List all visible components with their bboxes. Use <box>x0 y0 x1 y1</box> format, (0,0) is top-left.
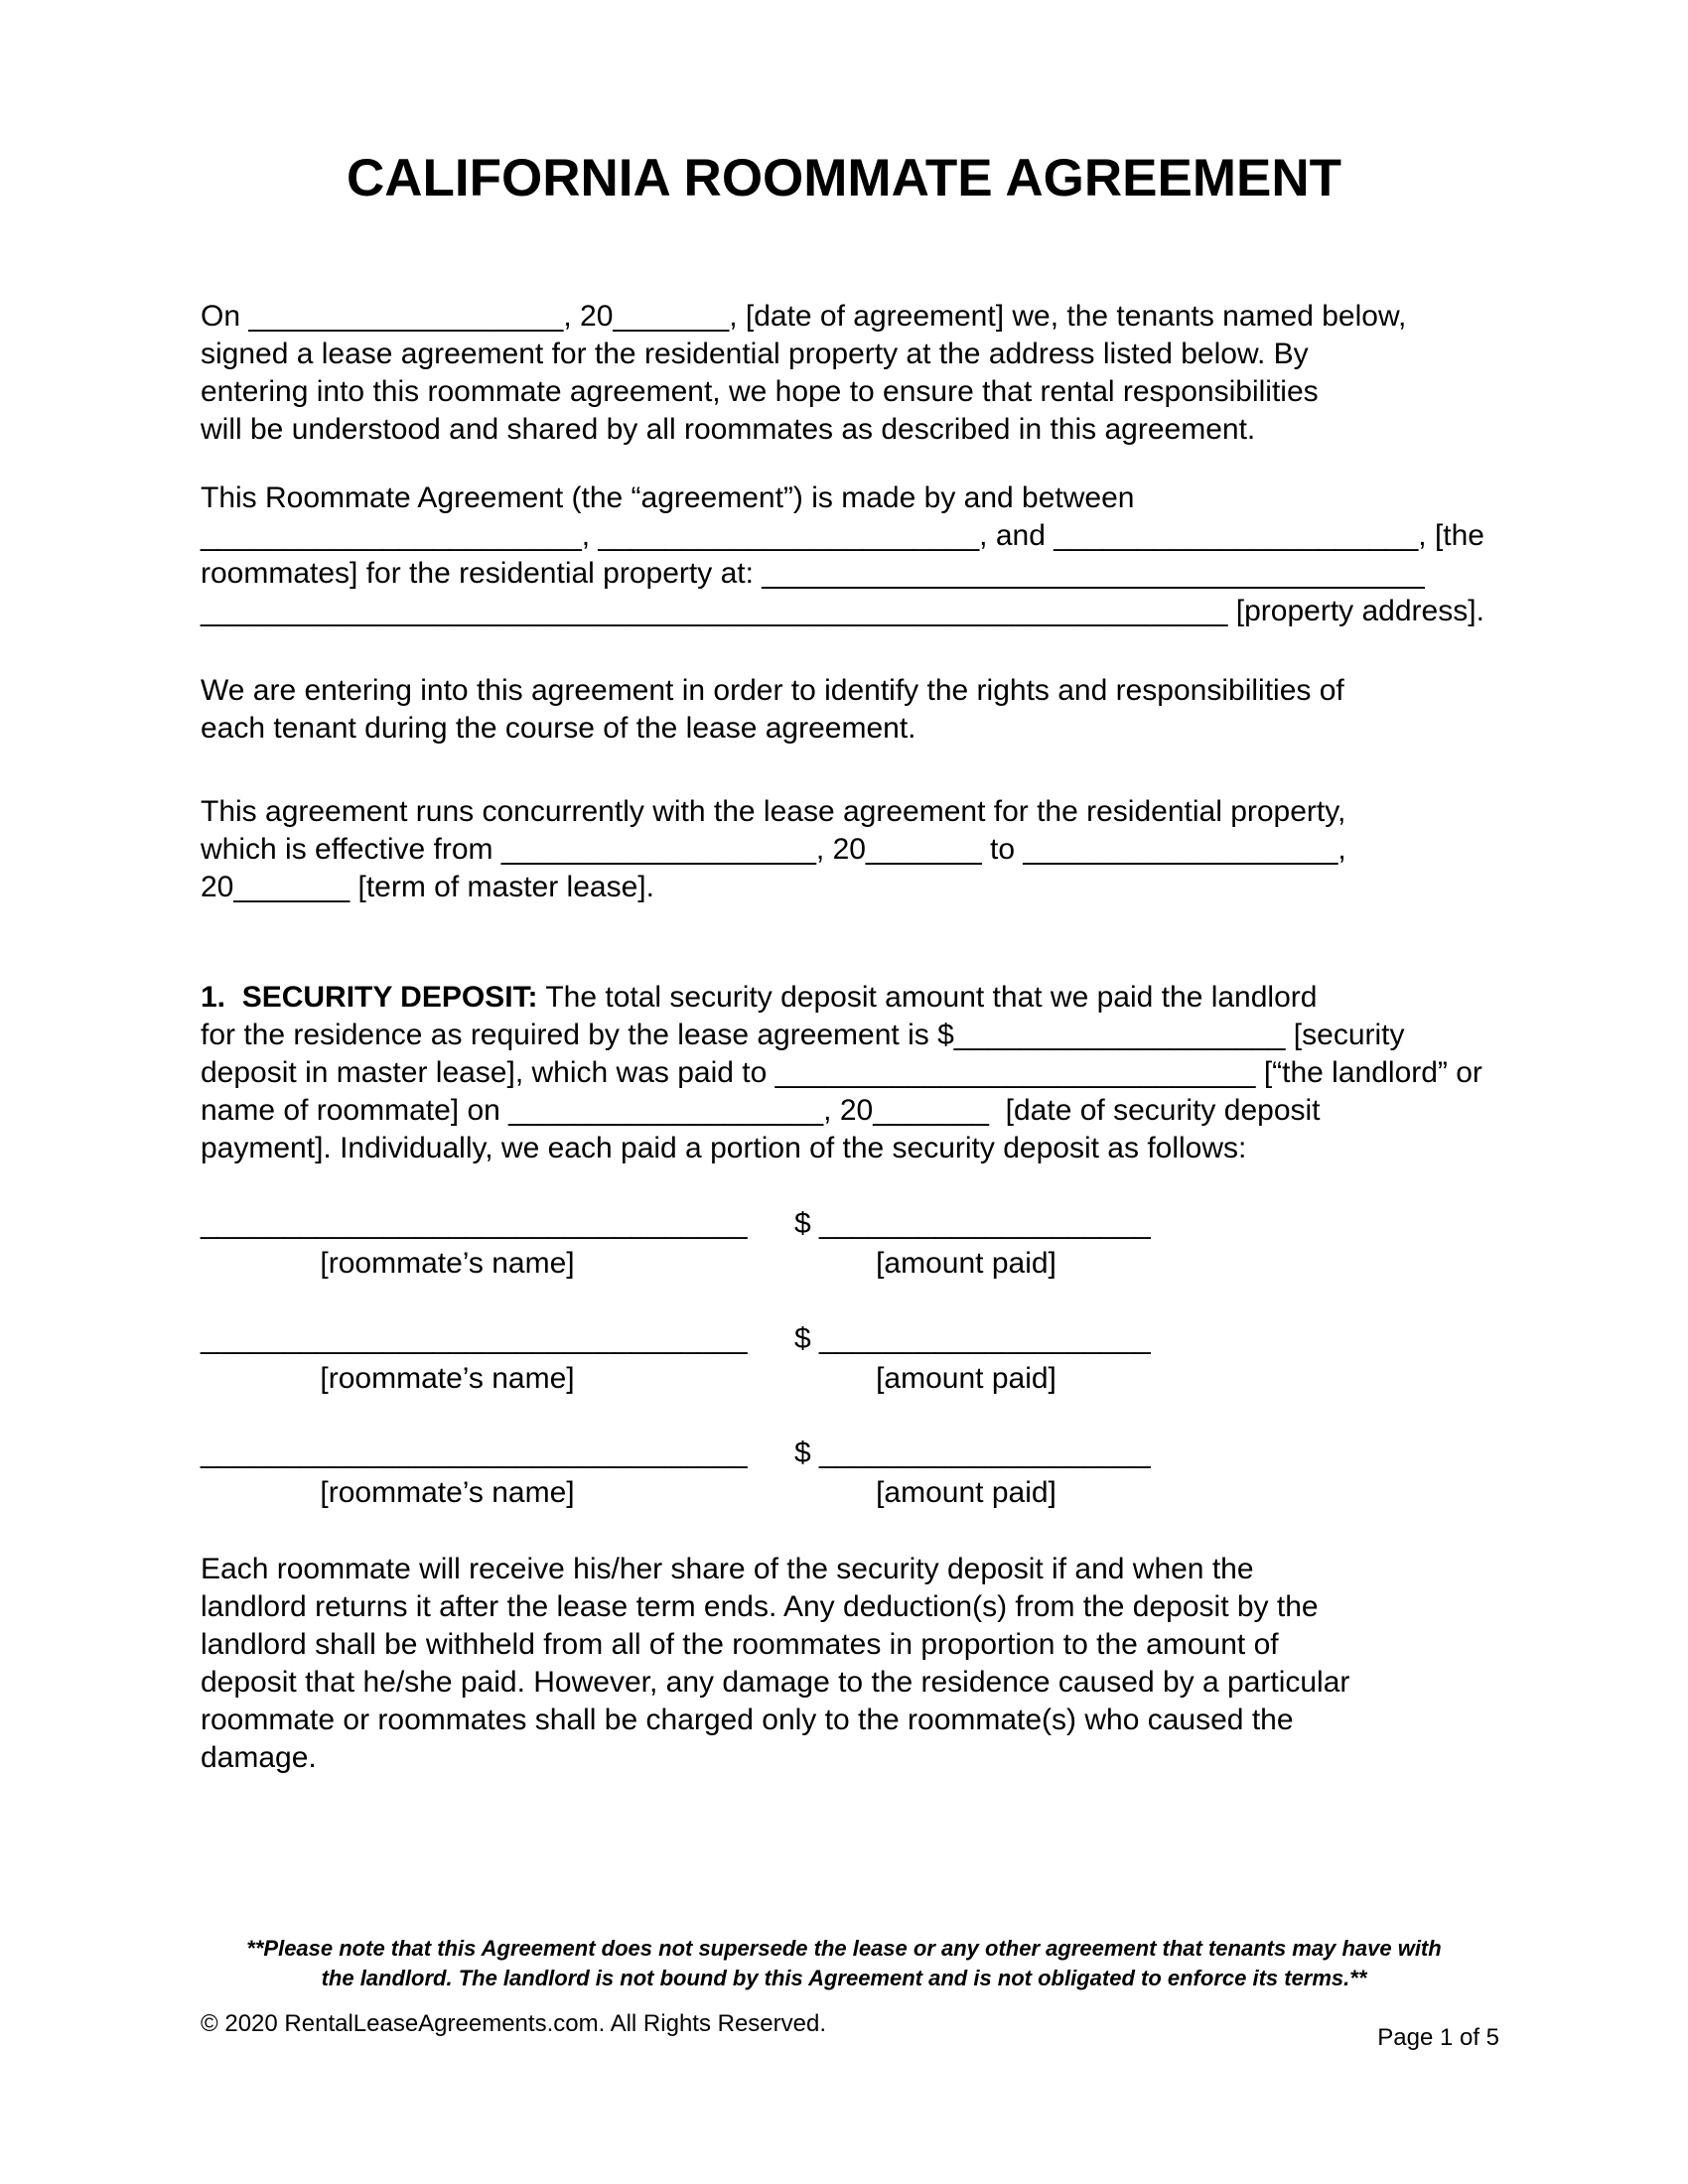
paragraph-line: We are entering into this agreement in order to identify the rights and responsibilities of <box>201 674 1344 707</box>
security-deposit-section <box>201 979 1650 1167</box>
paragraph-line: entering into this roommate agreement, we hope to ensure that rental responsibilities <box>201 375 1319 408</box>
roommate-name-label: [roommate’s name] <box>320 1476 575 1509</box>
page-title: CALIFORNIA ROOMMATE AGREEMENT <box>346 149 1342 207</box>
paragraph-line: landlord returns it after the lease term ends. Any deduction(s) from the deposit by the <box>201 1590 1319 1623</box>
paragraph-line: roommate or roommates shall be charged only to the roommate(s) who caused the <box>201 1704 1294 1736</box>
paragraph-line: 20_______ [term of master lease]. <box>201 871 654 903</box>
section-heading-line <box>201 979 1650 1017</box>
blank-line: $ ____________________ <box>794 1436 1151 1469</box>
blank-line: _________________________________ <box>201 1207 748 1240</box>
paragraph-line: each tenant during the course of the lease agreement. <box>201 712 916 745</box>
blank-line: $ ____________________ <box>794 1207 1151 1240</box>
disclaimer-line: **Please note that this Agreement does not supersede the lease or any other agreement that tenants may have with <box>246 1936 1442 1961</box>
amount-paid-label: [amount paid] <box>876 1362 1056 1395</box>
paragraph-line: signed a lease agreement for the residential property at the address listed below. By <box>201 338 1309 370</box>
deposit-row <box>201 1320 1489 1432</box>
purpose-paragraph <box>201 672 1650 748</box>
amount-paid-field <box>794 1205 1151 1283</box>
paragraph-line: On ___________________, 20_______, [date of agreement] we, the tenants named below, <box>201 300 1407 333</box>
parties-paragraph <box>201 479 1650 630</box>
shares-paragraph <box>201 1551 1650 1777</box>
term-paragraph <box>201 793 1650 906</box>
blank-line: _________________________________ <box>201 1436 748 1469</box>
amount-paid-label: [amount paid] <box>876 1247 1056 1280</box>
blank-line: _________________________________ <box>201 1322 748 1355</box>
section-heading-rest: The total security deposit amount that we paid the landlord <box>537 981 1318 1014</box>
paragraph-line: ______________________________________________________________ [property address]. <box>201 595 1484 627</box>
roommate-name-label: [roommate’s name] <box>320 1247 575 1280</box>
paragraph-line: damage. <box>201 1741 317 1774</box>
paragraph-line: landlord shall be withheld from all of the roommates in proportion to the amount of <box>201 1628 1279 1661</box>
roommate-name-label: [roommate’s name] <box>320 1362 575 1395</box>
paragraph-line: This Roommate Agreement (the “agreement”) is made by and between <box>201 481 1135 514</box>
paragraph-line: will be understood and shared by all roommates as described in this agreement. <box>201 413 1256 446</box>
roommate-name-field <box>201 1320 748 1398</box>
amount-paid-field <box>794 1320 1151 1398</box>
page-number: Page 1 of 5 <box>1377 2024 1499 2051</box>
deposit-row <box>201 1434 1489 1546</box>
roommate-name-field <box>201 1434 748 1512</box>
disclaimer-line: the landlord. The landlord is not bound by this Agreement and is not obligated to enforce its terms.** <box>321 1966 1367 1990</box>
amount-paid-label: [amount paid] <box>876 1476 1056 1509</box>
paragraph-line: which is effective from ___________________, 20_______ to ___________________, <box>201 833 1346 866</box>
paragraph-line: name of roommate] on ___________________, 20_______ [date of security deposit <box>201 1094 1321 1127</box>
disclaimer-note <box>0 1934 1688 1993</box>
paragraph-line: payment]. Individually, we each paid a portion of the security deposit as follows: <box>201 1132 1247 1164</box>
section-number-heading: 1. SECURITY DEPOSIT: <box>201 981 538 1014</box>
blank-line: $ ____________________ <box>794 1322 1151 1355</box>
paragraph-line: roommates] for the residential property at: ________________________________________ <box>201 557 1425 590</box>
roommate-name-field <box>201 1205 748 1283</box>
paragraph-line: Each roommate will receive his/her share of the security deposit if and when the <box>201 1553 1254 1585</box>
deposit-row <box>201 1205 1489 1316</box>
copyright-text: © 2020 RentalLeaseAgreements.com. All Rights Reserved. <box>201 2010 827 2037</box>
paragraph-line: deposit that he/she paid. However, any damage to the residence caused by a particular <box>201 1666 1350 1699</box>
paragraph-line: _______________________, _______________________, and ______________________, [the <box>201 519 1484 552</box>
paragraph-line: for the residence as required by the lease agreement is $____________________ [security <box>201 1019 1405 1051</box>
paragraph-line: deposit in master lease], which was paid to _____________________________ [“the landlord” or <box>201 1056 1482 1089</box>
amount-paid-field <box>794 1434 1151 1512</box>
paragraph-line: This agreement runs concurrently with the lease agreement for the residential property, <box>201 795 1346 828</box>
intro-paragraph <box>201 298 1650 449</box>
